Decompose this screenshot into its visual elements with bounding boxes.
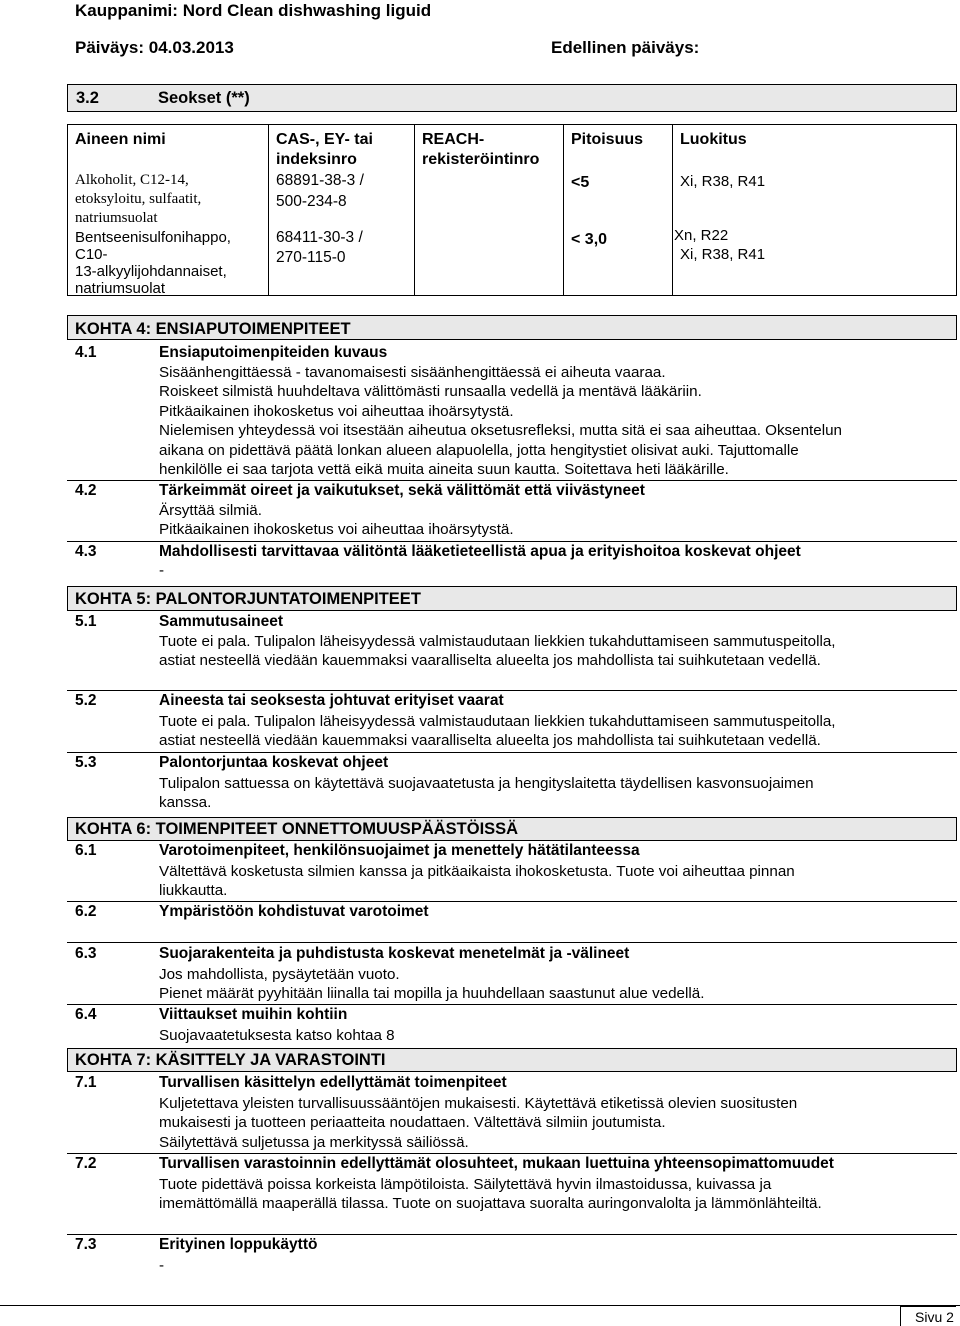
s63-line: Pienet määrät pyyhitään liinalla tai mopilla ja huuhdellaan saastunut alue vedellä. bbox=[159, 985, 705, 1003]
row2-cas-1: 68411-30-3 / bbox=[276, 229, 363, 246]
row2-cas-2: 270-115-0 bbox=[276, 249, 346, 266]
s71-body bbox=[159, 1094, 797, 1152]
s53-line: Tulipalon sattuessa on käytettävä suojavaatetusta ja hengityslaitetta täydellisen kasvonsuojaimen bbox=[159, 775, 814, 792]
s71-line: Kuljetettava yleisten turvallisuussääntöjen mukaisesti. Käytettävä etiketissä olevien suositusten bbox=[159, 1095, 798, 1112]
header-classification: Luokitus bbox=[680, 131, 747, 148]
s62-number: 6.2 bbox=[75, 903, 97, 920]
s71-title: Turvallisen käsittelyn edellyttämät toimenpiteet bbox=[159, 1074, 507, 1091]
product-name-label: Kauppanimi: bbox=[75, 1, 178, 20]
section-3-2-number: 3.2 bbox=[76, 89, 99, 107]
row2-classification-1: Xn, R22 bbox=[674, 227, 729, 244]
date-label: Päiväys: bbox=[75, 38, 144, 57]
row1-name-3: natriumsuolat bbox=[75, 210, 158, 226]
s42-body bbox=[159, 501, 514, 540]
s72-number: 7.2 bbox=[75, 1155, 97, 1172]
header-reach-1: REACH- bbox=[422, 131, 485, 148]
s41-line: Roiskeet silmistä huuhdeltava välittömästi runsaalla vedellä ja mentävä lääkäriin. bbox=[159, 383, 702, 401]
s61-body bbox=[159, 862, 795, 901]
s52-line: Tuote ei pala. Tulipalon läheisyydessä valmistaudutaan liekkien tukahduttamiseen sammutuspeitolla, bbox=[159, 713, 836, 730]
s61-number: 6.1 bbox=[75, 842, 97, 859]
s42-number: 4.2 bbox=[75, 482, 97, 499]
section-3-2-bar bbox=[67, 84, 957, 112]
section-7-bar bbox=[67, 1048, 957, 1072]
s41-title: Ensiaputoimenpiteiden kuvaus bbox=[159, 344, 388, 361]
header-reach-2: rekisteröintinro bbox=[422, 151, 540, 168]
s52-line: astiat nesteellä viedään kauemmaksi vaaralliselta alueelta jos mahdollista tai suihkutetaan vedellä. bbox=[159, 732, 821, 750]
s63-body bbox=[159, 965, 704, 1004]
s63-title: Suojarakenteita ja puhdistusta koskevat menetelmät ja -välineet bbox=[159, 945, 630, 962]
s63-line: Jos mahdollista, pysäytetään vuoto. bbox=[159, 966, 400, 983]
header-cas-1: CAS-, EY- tai bbox=[276, 131, 373, 148]
s51-title: Sammutusaineet bbox=[159, 613, 284, 630]
s64-body: Suojavaatetuksesta katso kohtaa 8 bbox=[159, 1027, 395, 1044]
s41-line: Nielemisen yhteydessä voi itsestään aiheutua oksetusrefleksi, mutta sitä ei saa aiheuttaa. Oksentelun bbox=[159, 422, 842, 440]
s41-line: Pitkäaikainen ihokosketus voi aiheuttaa ihoärsytystä. bbox=[159, 402, 514, 420]
s42-title: Tärkeimmät oireet ja vaikutukset, sekä välittömät että viivästyneet bbox=[159, 482, 645, 499]
s52-body bbox=[159, 712, 836, 751]
section-4-bar bbox=[67, 315, 957, 340]
s43-number: 4.3 bbox=[75, 543, 97, 560]
section-6-bar bbox=[67, 817, 957, 841]
s41-body bbox=[159, 363, 842, 479]
s71-line: Säilytettävä suljetussa ja merkityssä säiliössä. bbox=[159, 1133, 469, 1151]
s53-number: 5.3 bbox=[75, 754, 97, 771]
s73-title: Erityinen loppukäyttö bbox=[159, 1236, 318, 1253]
product-name bbox=[75, 1, 431, 21]
s71-line: mukaisesti ja tuotteen periaatteita noudattaen. Vältettävä silmiin joutumista. bbox=[159, 1114, 666, 1132]
s71-number: 7.1 bbox=[75, 1074, 97, 1091]
s72-line: Tuote pidettävä poissa korkeista lämpötiloista. Säilytettävä hyvin ilmastoidussa, kuivassa ja bbox=[159, 1176, 772, 1193]
s64-title: Viittaukset muihin kohtiin bbox=[159, 1006, 348, 1023]
s72-title: Turvallisen varastoinnin edellyttämät olosuhteet, mukaan luettuina yhteensopimattomuudet bbox=[159, 1155, 834, 1172]
s51-body bbox=[159, 632, 836, 671]
row2-classification-2: Xi, R38, R41 bbox=[680, 246, 766, 263]
row1-cas-2: 500-234-8 bbox=[276, 193, 347, 210]
section-7-title: KOHTA 7: KÄSITTELY JA VARASTOINTI bbox=[75, 1051, 386, 1069]
s53-title: Palontorjuntaa koskevat ohjeet bbox=[159, 754, 389, 771]
row2-name-2: C10- bbox=[75, 246, 108, 263]
s62-title: Ympäristöön kohdistuvat varotoimet bbox=[159, 903, 429, 920]
date-value: 04.03.2013 bbox=[148, 38, 234, 57]
row1-cas-1: 68891-38-3 / bbox=[276, 172, 364, 189]
s42-line: Ärsyttää silmiä. bbox=[159, 502, 262, 519]
s51-line: astiat nesteellä viedään kauemmaksi vaaralliselta alueelta jos mahdollista tai suihkutetaan vedellä. bbox=[159, 652, 821, 670]
s51-line: Tuote ei pala. Tulipalon läheisyydessä valmistaudutaan liekkien tukahduttamiseen sammutuspeitolla, bbox=[159, 633, 836, 650]
s41-number: 4.1 bbox=[75, 344, 97, 361]
row1-concentration: <5 bbox=[571, 174, 590, 191]
s53-line: kanssa. bbox=[159, 794, 212, 812]
row2-concentration: < 3,0 bbox=[571, 231, 608, 248]
section-5-bar bbox=[67, 586, 957, 611]
date bbox=[75, 38, 234, 58]
s51-number: 5.1 bbox=[75, 613, 97, 630]
header-name: Aineen nimi bbox=[75, 131, 166, 148]
product-name-value: Nord Clean dishwashing liguid bbox=[182, 1, 432, 20]
header-concentration: Pitoisuus bbox=[571, 131, 644, 148]
page-number: Sivu 2 bbox=[915, 1309, 954, 1325]
row2-name-1: Bentseenisulfonihappo, bbox=[75, 229, 231, 246]
section-4-title: KOHTA 4: ENSIAPUTOIMENPITEET bbox=[75, 320, 351, 338]
previous-date-label: Edellinen päiväys: bbox=[551, 38, 700, 57]
s41-line: henkilölle ei saa tarjota vettä eikä muita aineita suun kautta. Soitettava heti lääkärille. bbox=[159, 461, 729, 479]
row1-classification: Xi, R38, R41 bbox=[680, 173, 766, 190]
s43-body: - bbox=[159, 562, 165, 579]
s53-body bbox=[159, 774, 814, 813]
s52-number: 5.2 bbox=[75, 692, 97, 709]
section-3-2-title: Seokset (**) bbox=[158, 89, 250, 107]
s61-title: Varotoimenpiteet, henkilönsuojaimet ja menettely hätätilanteessa bbox=[159, 842, 640, 859]
s73-number: 7.3 bbox=[75, 1236, 97, 1253]
row1-name-1: Alkoholit, C12-14, bbox=[75, 172, 189, 188]
s61-line: liukkautta. bbox=[159, 882, 228, 900]
row2-name-3: 13-alkyylijohdannaiset, bbox=[75, 263, 227, 280]
s64-number: 6.4 bbox=[75, 1006, 97, 1023]
s63-number: 6.3 bbox=[75, 945, 97, 962]
s41-line: Sisäänhengittäessä - tavanomaisesti sisäänhengittäessä ei aiheuta vaaraa. bbox=[159, 364, 666, 381]
header-cas-2: indeksinro bbox=[276, 151, 357, 168]
s52-title: Aineesta tai seoksesta johtuvat erityiset vaarat bbox=[159, 692, 504, 709]
row1-name-2: etoksyloitu, sulfaatit, bbox=[75, 191, 202, 207]
s61-line: Vältettävä kosketusta silmien kanssa ja pitkäaikaista ihokosketusta. Tuote voi aiheuttaa pinnan bbox=[159, 863, 795, 880]
s72-body bbox=[159, 1175, 822, 1214]
section-5-title: KOHTA 5: PALONTORJUNTATOIMENPITEET bbox=[75, 590, 421, 608]
s72-line: imemättömällä maaperällä tilassa. Tuote on suojattava suoralta auringonvalolta ja lämmönlähteiltä. bbox=[159, 1195, 822, 1213]
section-6-title: KOHTA 6: TOIMENPITEET ONNETTOMUUSPÄÄSTÖISSÄ bbox=[75, 820, 519, 838]
row2-name-4: natriumsuolat bbox=[75, 280, 166, 297]
s43-title: Mahdollisesti tarvittavaa välitöntä lääketieteellistä apua ja erityishoitoa koskevat ohjeet bbox=[159, 543, 801, 560]
s73-body: - bbox=[159, 1257, 165, 1274]
s41-line: aikana on pidettävä päätä lonkan alueen alapuolella, jotta hengitystiet olisivat auki. Tajuttomalle bbox=[159, 441, 799, 459]
s42-line: Pitkäaikainen ihokosketus voi aiheuttaa ihoärsytystä. bbox=[159, 521, 514, 539]
